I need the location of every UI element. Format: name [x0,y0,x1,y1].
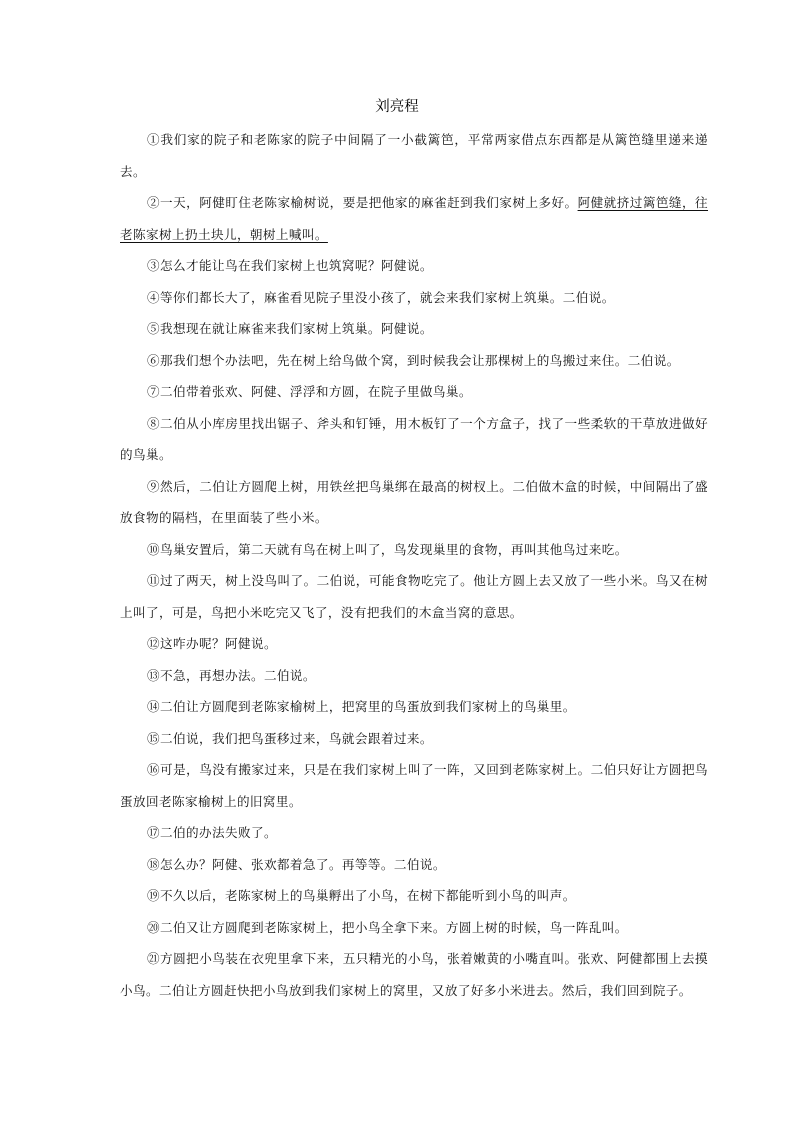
paragraph-text: ⑦二伯带着张欢、阿健、浮浮和方圆，在院子里做鸟巢。 [147,384,472,399]
paragraph-text: ⑯可是，鸟没有搬家过来，只是在我们家树上叫了一阵，又回到老陈家树上。二伯只好让方圆把鸟蛋放回老陈家榆树上的旧窝里。 [120,762,708,809]
paragraph [120,187,708,250]
paragraph [120,660,708,692]
paragraph-text: ⑨然后，二伯让方圆爬上树，用铁丝把鸟巢绑在最高的树杈上。二伯做木盒的时候，中间隔出了盛放食物的隔档，在里面装了些小米。 [120,478,708,525]
paragraph-text: ⑱怎么办？阿健、张欢都着急了。再等等。二伯说。 [147,856,446,872]
paragraph-text: ⑬不急，再想办法。二伯说。 [147,667,316,683]
paragraph [120,565,708,628]
paragraph [120,534,708,566]
paragraph [120,628,708,660]
article-body [120,124,708,1006]
paragraph [120,345,708,377]
paragraph [120,124,708,187]
paragraph-text: ①我们家的院子和老陈家的院子中间隔了一小截篱笆，平常两家借点东西都是从篱笆缝里递来递去。 [120,132,708,179]
paragraph [120,817,708,849]
paragraph [120,376,708,408]
paragraph [120,282,708,314]
paragraph-text: ⑧二伯从小库房里找出锯子、斧头和钉锤，用木板钉了一个方盒子，找了一些柔软的干草放进做好的鸟巢。 [120,415,708,462]
paragraph-text: ⑮二伯说，我们把鸟蛋移过来，鸟就会跟着过来。 [147,730,433,746]
paragraph-text: ③怎么才能让鸟在我们家树上也筑窝呢？阿健说。 [147,258,433,273]
paragraph-text: ⑳二伯又让方圆爬到老陈家树上，把小鸟全拿下来。方圆上树的时候，鸟一阵乱叫。 [147,919,628,935]
paragraph-text: ②一天，阿健盯住老陈家榆树说，要是把他家的麻雀赶到我们家树上多好。 [147,195,578,210]
paragraph-text: ㉑方圆把小鸟装在衣兜里拿下来，五只精光的小鸟，张着嫩黄的小嘴直叫。张欢、阿健都围上去摸小鸟。二伯让方圆赶快把小鸟放到我们家树上的窝里，又放了好多小米进去。然后，我们回到院子。 [120,951,708,998]
paragraph-text: ④等你们都长大了，麻雀看见院子里没小孩了，就会来我们家树上筑巢。二伯说。 [147,289,615,305]
paragraph-text: ⑫这咋办呢？阿健说。 [147,636,277,651]
paragraph-text: ⑲不久以后，老陈家树上的鸟巢孵出了小鸟，在树下都能听到小鸟的叫声。 [147,888,576,903]
paragraph-text: ⑪过了两天，树上没鸟叫了。二伯说，可能食物吃完了。他让方圆上去又放了一些小米。鸟又在树上叫了，可是，鸟把小米吃完又飞了，没有把我们的木盒当窝的意思。 [120,573,708,620]
paragraph [120,943,708,1006]
paragraph [120,313,708,345]
paragraph [120,880,708,912]
paragraph [120,849,708,881]
paragraph [120,723,708,755]
author-name: 刘亮程 [375,99,419,115]
paragraph [120,471,708,534]
paragraph [120,912,708,944]
paragraph-text: ⑤我想现在就让麻雀来我们家树上筑巢。阿健说。 [147,321,433,336]
paragraph [120,754,708,817]
paragraph-text: ⑥那我们想个办法吧，先在树上给鸟做个窝，到时候我会让那棵树上的鸟搬过来住。二伯说。 [147,352,680,368]
paragraph-text: ⑭二伯让方圆爬到老陈家榆树上，把窝里的鸟蛋放到我们家树上的鸟巢里。 [147,699,576,714]
paragraph-text: ⑰二伯的办法失败了。 [147,825,277,840]
underlined-sentence: 阿健就挤过篱笆缝，往老陈家树上扔土块儿，朝树上喊叫。 [120,195,709,242]
paragraph [120,408,708,471]
paragraph [120,250,708,282]
paragraph-text: ⑩鸟巢安置后，第二天就有鸟在树上叫了，鸟发现巢里的食物，再叫其他鸟过来吃。 [147,541,628,557]
paragraph [120,691,708,723]
